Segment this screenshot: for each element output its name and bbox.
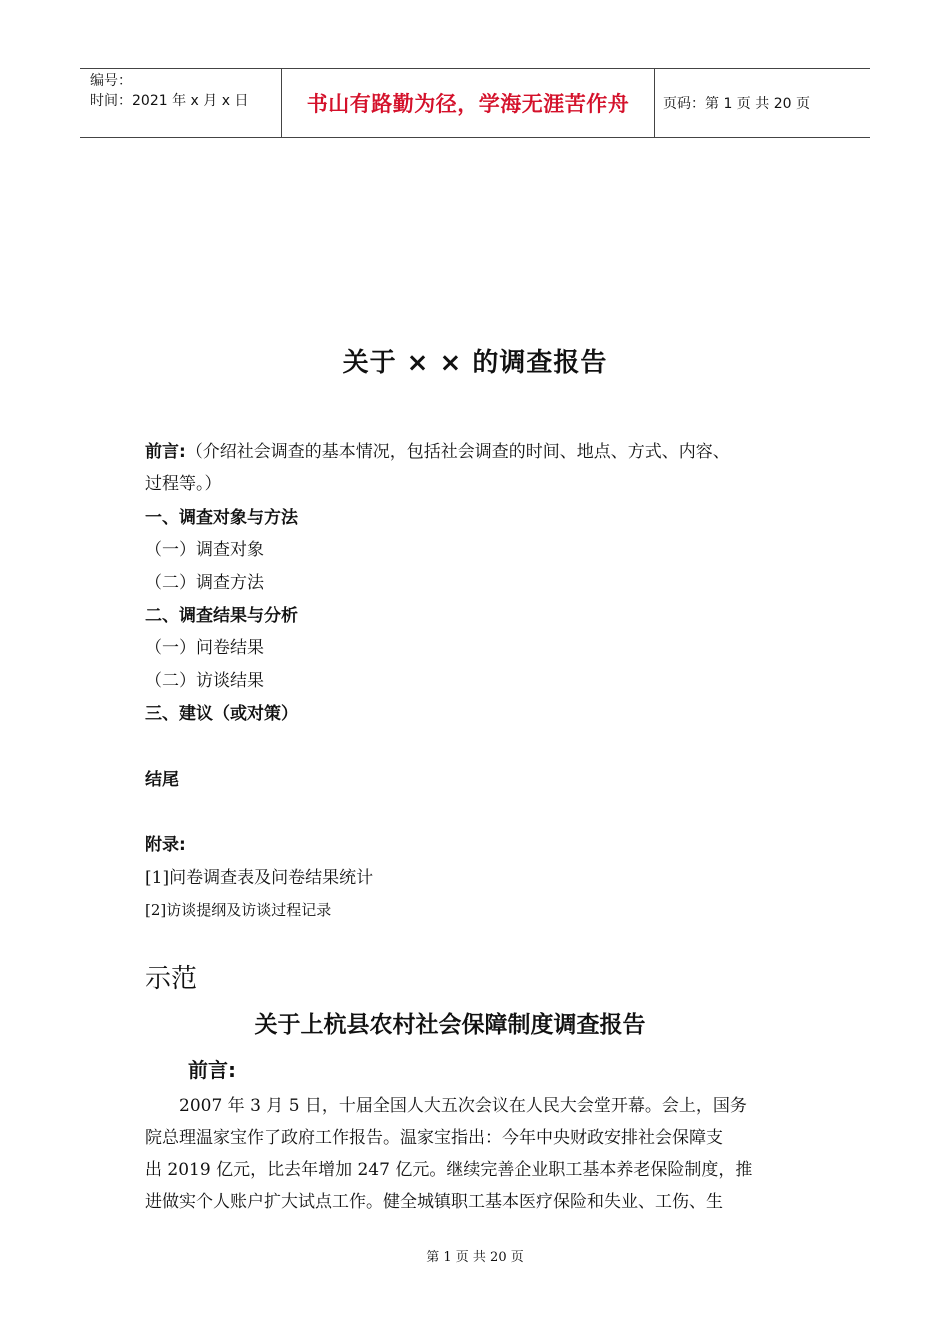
template-section-1: 一、调查对象与方法 — [145, 508, 298, 528]
template-section-1-sub-1: （一）调查对象 — [145, 540, 264, 560]
template-section-2-sub-1: （一）问卷结果 — [145, 638, 264, 658]
template-preface-line2: 过程等。） — [145, 474, 222, 494]
template-preface-line1 — [145, 436, 730, 468]
example-line-1: 2007 年 3 月 5 日，十届全国人大五次会议在人民大会堂开幕。会上，国务 — [145, 1096, 747, 1116]
example-line-3: 出 2019 亿元，比去年增加 247 亿元。继续完善企业职工基本养老保险制度，推 — [145, 1160, 753, 1180]
template-preface-label: 前言: — [145, 442, 186, 462]
example-preface-label: 前言: — [188, 1058, 236, 1082]
example-paragraph — [145, 1090, 805, 1218]
template-appendix-item-2: [2]访谈提纲及访谈过程记录 — [145, 901, 332, 919]
header-page-cell — [655, 69, 870, 137]
header-motto-cell — [281, 69, 655, 137]
template-section-2: 二、调查结果与分析 — [145, 606, 298, 626]
template-ending: 结尾 — [145, 770, 179, 790]
header-motto: 书山有路勤为径，学海无涯苦作舟 — [306, 92, 630, 116]
template-appendix-item-1: [1]问卷调查表及问卷结果统计 — [145, 868, 374, 888]
header-meta — [80, 69, 281, 137]
example-label: 示范 — [145, 964, 198, 994]
template-title: 关于 × × 的调查报告 — [342, 348, 608, 378]
header-page-info: 页码：第 1 页 共 20 页 — [663, 96, 810, 112]
example-line-2: 院总理温家宝作了政府工作报告。温家宝指出：今年中央财政安排社会保障支 — [145, 1128, 723, 1148]
template-section-2-sub-2: （二）访谈结果 — [145, 671, 264, 691]
template-section-3: 三、建议（或对策） — [145, 704, 298, 724]
header-number-label: 编号： — [90, 73, 132, 89]
template-preface-text: （介绍社会调查的基本情况，包括社会调查的时间、地点、方式、内容、 — [185, 442, 730, 462]
document-header — [80, 68, 870, 138]
example-line-4: 进做实个人账户扩大试点工作。健全城镇职工基本医疗保险和失业、工伤、生 — [145, 1192, 723, 1212]
example-title: 关于上杭县农村社会保障制度调查报告 — [254, 1012, 646, 1038]
page-footer: 第 1 页 共 20 页 — [426, 1250, 524, 1265]
header-time-label: 时间：2021 年 x 月 x 日 — [90, 93, 249, 109]
template-section-1-sub-2: （二）调查方法 — [145, 573, 264, 593]
template-appendix-label: 附录: — [145, 835, 186, 855]
